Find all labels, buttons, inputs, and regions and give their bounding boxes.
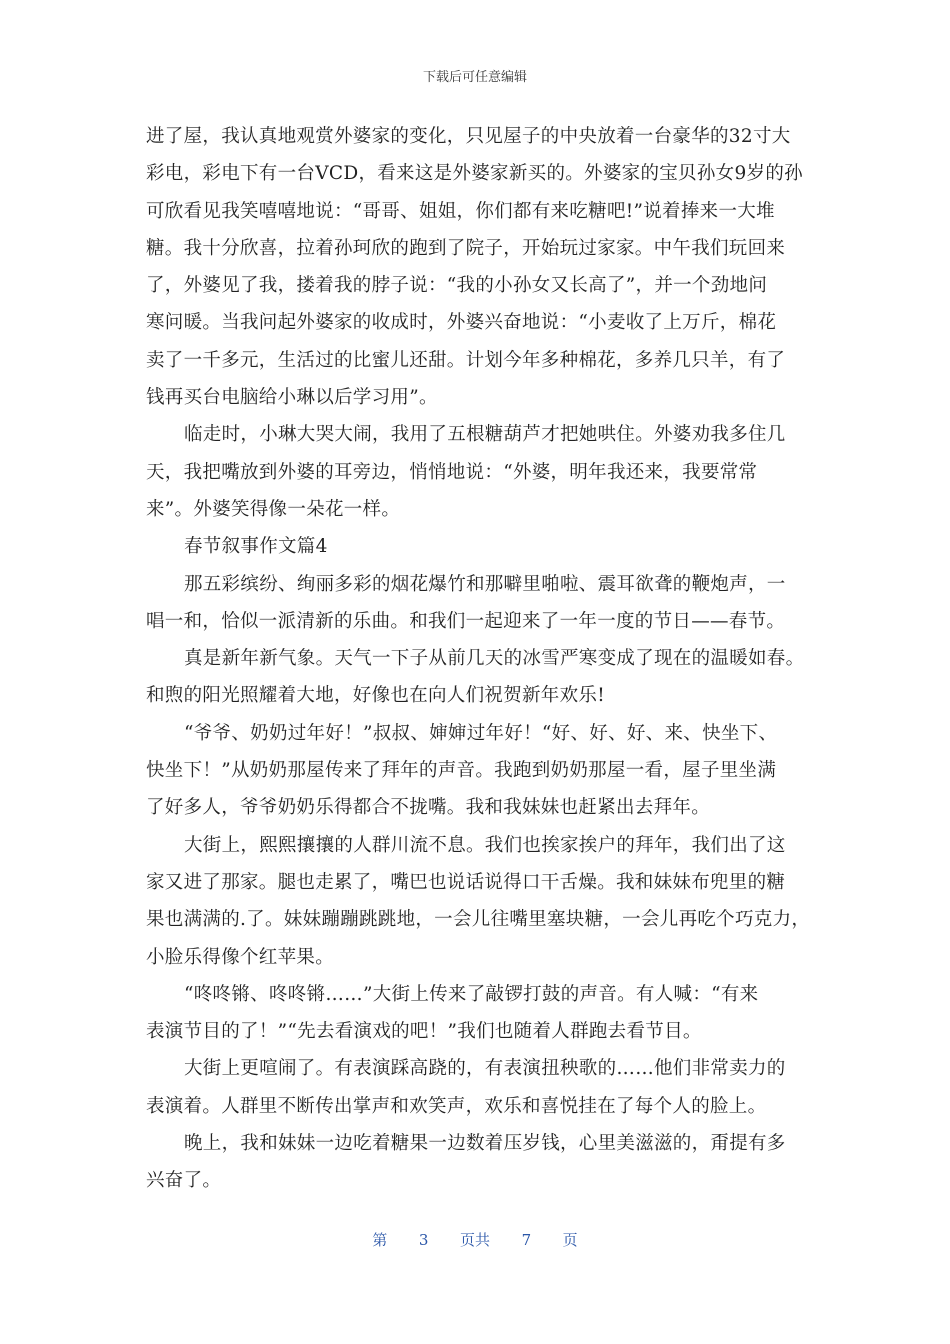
text-line: 了好多人，爷爷奶奶乐得都合不拢嘴。我和我妹妹也赶紧出去拜年。 [146,797,711,819]
text-line: 寒问暖。当我问起外婆家的收成时，外婆兴奋地说：“小麦收了上万斤，棉花 [146,312,777,334]
text-line: 可欣看见我笑嘻嘻地说：“哥哥、姐姐，你们都有来吃糖吧!”说着捧来一大堆 [146,200,775,222]
text-line: 临走时，小琳大哭大闹，我用了五根糖葫芦才把她哄住。外婆劝我多住几 [184,424,786,446]
text-line: 表演节目的了！”“先去看演戏的吧！”我们也随着人群跑去看节目。 [146,1021,702,1043]
text-line: 彩电，彩电下有一台VCD，看来这是外婆家新买的。外婆家的宝贝孙女9岁的孙 [146,163,803,185]
text-line: 兴奋了。 [146,1170,222,1192]
footer-prefix: 第 [372,1231,388,1249]
text-line: 大街上，熙熙攘攘的人群川流不息。我们也挨家挨户的拜年，我们出了这 [184,834,786,856]
text-line: 了，外婆见了我，搂着我的脖子说：“我的小孙女又长高了”，并一个劲地问 [146,275,768,297]
text-line: 那五彩缤纷、绚丽多彩的烟花爆竹和那噼里啪啦、震耳欲聋的鞭炮声，一 [184,573,786,595]
text-line: 来”。外婆笑得像一朵花一样。 [146,498,401,520]
text-line: 和煦的阳光照耀着大地，好像也在向人们祝贺新年欢乐! [146,685,605,707]
text-line: 糖。我十分欣喜，拉着孙珂欣的跑到了院子，开始玩过家家。中午我们玩回来 [146,237,786,259]
text-line: 晚上，我和妹妹一边吃着糖果一边数着压岁钱，心里美滋滋的，甭提有多 [184,1133,786,1155]
text-line: 表演着。人群里不断传出掌声和欢笑声，欢乐和喜悦挂在了每个人的脸上。 [146,1095,767,1117]
text-line: 钱再买台电脑给小琳以后学习用”。 [146,387,438,409]
text-line: “咚咚锵、咚咚锵……”大街上传来了敲锣打鼓的声音。有人喊：“有来 [184,983,759,1005]
document-body [146,118,810,1200]
page-footer [0,1229,950,1250]
text-line: 快坐下！”从奶奶那屋传来了拜年的声音。我跑到奶奶那屋一看，屋子里坐满 [146,760,777,782]
text-line: 唱一和，恰似一派清新的乐曲。和我们一起迎来了一年一度的节日——春节。 [146,610,786,632]
text-line: 真是新年新气象。天气一下子从前几天的冰雪严寒变成了现在的温暖如春。 [184,648,805,670]
text-line: 天，我把嘴放到外婆的耳旁边，悄悄地说：“外婆，明年我还来，我要常常 [146,461,758,483]
page-header: 下载后可任意编辑 [422,70,527,85]
footer-page-number: 3 [418,1231,429,1249]
text-line: 果也满满的.了。妹妹蹦蹦跳跳地，一会儿往嘴里塞块糖，一会儿再吃个巧克力， [146,909,811,931]
text-line: 卖了一千多元，生活过的比蜜儿还甜。计划今年多种棉花，多养几只羊，有了 [146,349,786,371]
footer-total-pages: 7 [521,1231,532,1249]
text-line: 进了屋，我认真地观赏外婆家的变化，只见屋子的中央放着一台豪华的32寸大 [146,126,791,147]
text-line: 春节叙事作文篇4 [184,536,328,558]
text-line: “爷爷、奶奶过年好！”叔叔、婶婶过年好！“好、好、好、来、快坐下、 [184,722,778,744]
footer-middle: 页共 [459,1231,490,1249]
text-line: 大街上更喧闹了。有表演踩高跷的，有表演扭秧歌的……他们非常卖力的 [184,1058,786,1080]
text-line: 家又进了那家。腿也走累了，嘴巴也说话说得口干舌燥。我和妹妹布兜里的糖 [146,871,786,893]
text-line: 小脸乐得像个红苹果。 [146,946,335,968]
footer-suffix: 页 [562,1231,578,1249]
